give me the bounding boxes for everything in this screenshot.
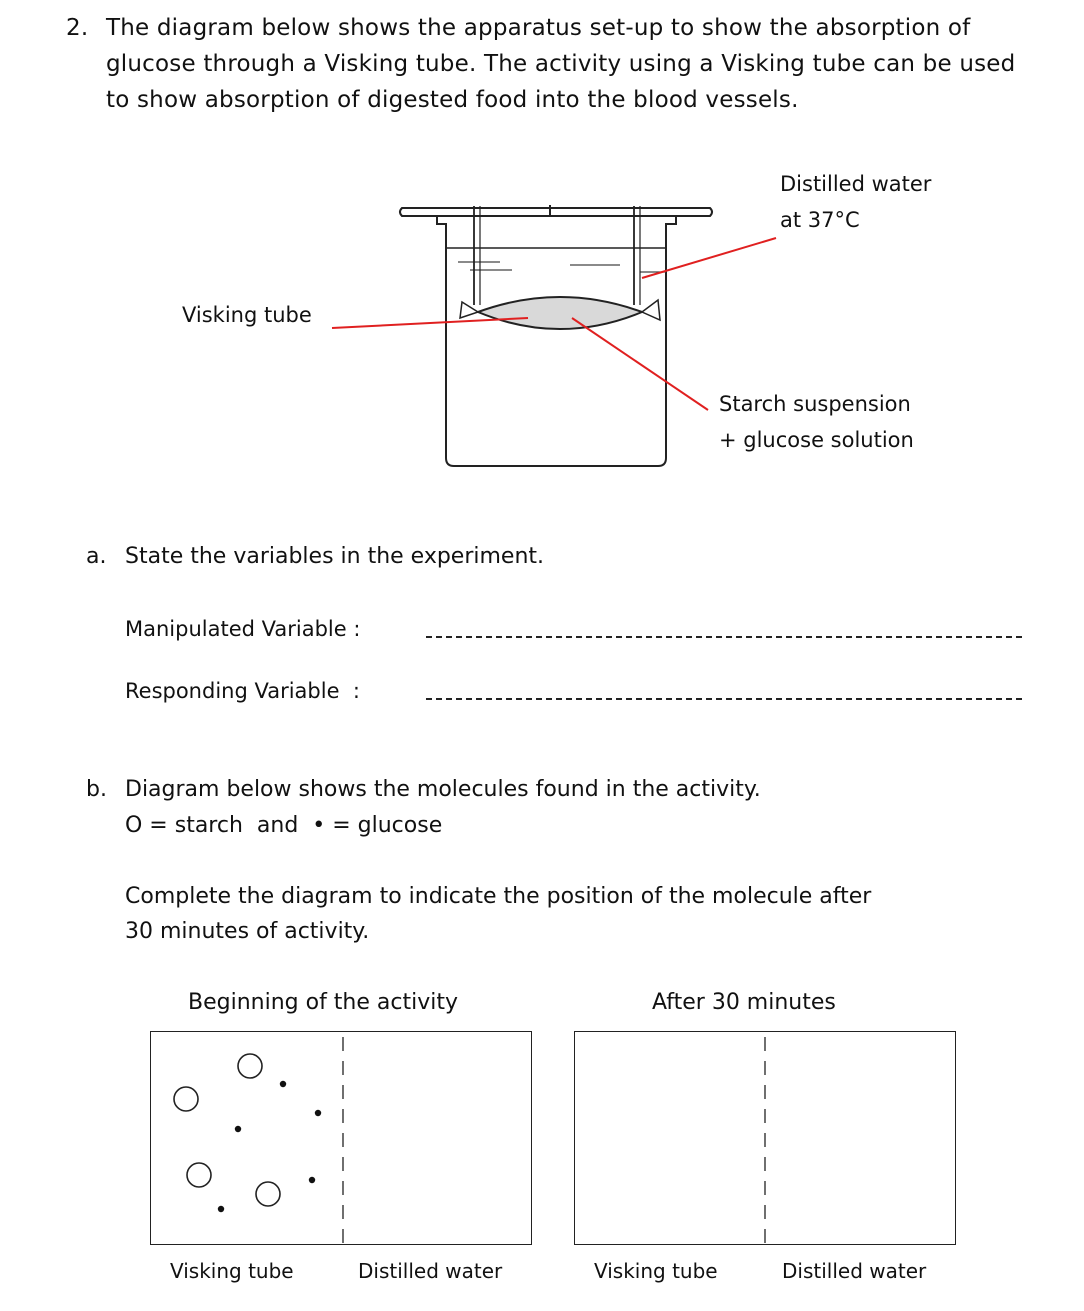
label-starch-suspension: Starch suspension [719, 392, 911, 416]
label-visking-tube: Visking tube [182, 303, 312, 327]
left-caption-visking-tube: Visking tube [170, 1259, 294, 1283]
molecule-key: O = starch and • = glucose [125, 813, 443, 838]
beaker [400, 205, 712, 466]
instruction-line-1: Complete the diagram to indicate the position of the molecule after [125, 884, 872, 909]
glucose-molecule [235, 1126, 241, 1132]
label-temperature: at 37°C [780, 208, 860, 232]
heading-beginning: Beginning of the activity [188, 990, 458, 1015]
visking-tube-bag [460, 297, 660, 329]
part-a-prompt: State the variables in the experiment. [125, 544, 545, 569]
glucose-molecule [315, 1110, 321, 1116]
support-threads [474, 206, 640, 305]
starch-molecule [174, 1087, 198, 1111]
right-caption-visking-tube: Visking tube [594, 1259, 718, 1283]
glucose-molecule [309, 1177, 315, 1183]
pointer-contents [572, 318, 708, 410]
pointer-water [642, 238, 776, 278]
heading-after-30-minutes: After 30 minutes [652, 990, 836, 1015]
question-number: 2. [66, 15, 89, 41]
instruction-line-2: 30 minutes of activity. [125, 919, 370, 944]
label-distilled-water: Distilled water [780, 172, 932, 196]
manipulated-variable-label: Manipulated Variable : [125, 617, 361, 641]
starch-molecule [238, 1054, 262, 1078]
pointer-tube [332, 318, 528, 328]
left-caption-distilled-water: Distilled water [358, 1259, 503, 1283]
glucose-molecule [280, 1081, 286, 1087]
responding-variable-answer-line[interactable] [426, 698, 1022, 700]
part-b-prompt: Diagram below shows the molecules found in the activity. [125, 777, 761, 802]
question-text: The diagram below shows the apparatus set-up to show the absorption of glucose through a Visking tube. The activity using a Visking tube can be used to show absorption of digested food into the blood vessels. [106, 15, 1016, 113]
responding-variable-label: Responding Variable : [125, 679, 360, 703]
apparatus-diagram [0, 0, 1084, 520]
part-a-letter: a. [86, 544, 107, 569]
manipulated-variable-answer-line[interactable] [426, 636, 1022, 638]
right-caption-distilled-water: Distilled water [782, 1259, 927, 1283]
starch-molecule [187, 1163, 211, 1187]
after-30-minutes-membrane [574, 1031, 956, 1245]
part-b-letter: b. [86, 777, 107, 802]
starch-molecule [256, 1182, 280, 1206]
beginning-diagram-molecules [150, 1031, 532, 1245]
label-glucose-solution: + glucose solution [719, 428, 914, 452]
glucose-molecule [218, 1206, 224, 1212]
